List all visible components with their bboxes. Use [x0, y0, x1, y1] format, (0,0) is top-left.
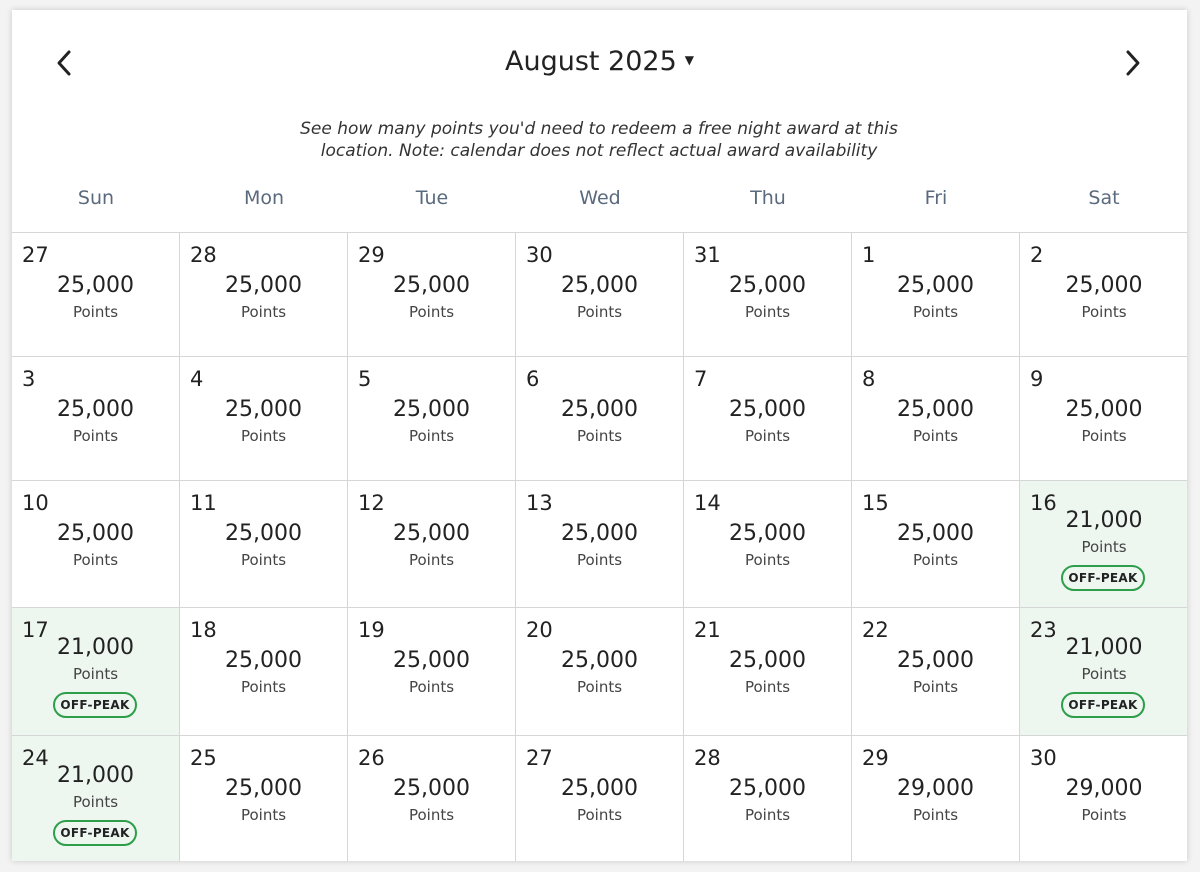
points-value: 25,000 [225, 648, 302, 673]
chevron-right-icon [1124, 49, 1142, 77]
points-value: 25,000 [225, 521, 302, 546]
day-number: 21 [694, 618, 721, 642]
calendar-header [12, 10, 1187, 120]
day-cell[interactable] [516, 233, 684, 357]
day-cell[interactable] [348, 608, 516, 736]
points-label: Points [240, 806, 287, 824]
caret-down-icon: ▼ [684, 52, 695, 67]
day-number: 6 [526, 367, 540, 391]
day-cell[interactable] [684, 357, 852, 481]
points-value: 21,000 [1065, 508, 1143, 533]
day-number: 5 [358, 367, 372, 391]
day-number: 30 [1030, 746, 1057, 770]
day-number: 10 [22, 491, 49, 515]
points-label: Points [1081, 303, 1127, 321]
day-number: 1 [862, 243, 876, 267]
day-cell[interactable] [1020, 481, 1187, 608]
points-label: Points [408, 806, 455, 824]
day-number: 9 [1030, 367, 1044, 391]
day-cell[interactable] [852, 233, 1020, 357]
points-label: Points [240, 303, 287, 321]
points-label: Points [408, 427, 455, 445]
day-cell[interactable] [180, 357, 348, 481]
award-note: See how many points you'd need to redeem a free night award at this location. Note: calendar does not reflect actual award availability [300, 119, 898, 161]
day-number: 22 [862, 618, 889, 642]
points-label: Points [72, 427, 119, 445]
weekday-fri: Fri [924, 187, 948, 209]
points-label: Points [72, 665, 119, 683]
day-cell[interactable] [684, 736, 852, 861]
points-value: 29,000 [897, 776, 974, 801]
day-number: 4 [190, 367, 204, 391]
points-label: Points [72, 303, 119, 321]
day-cell[interactable] [348, 357, 516, 481]
points-label: Points [576, 427, 623, 445]
points-value: 25,000 [57, 273, 134, 298]
weekday-mon: Mon [243, 187, 285, 209]
day-number: 18 [190, 618, 217, 642]
points-label: Points [72, 551, 119, 569]
points-value: 25,000 [225, 776, 302, 801]
points-value: 25,000 [729, 521, 806, 546]
points-label: Points [912, 303, 959, 321]
day-number: 29 [862, 746, 889, 770]
points-label: Points [408, 678, 455, 696]
day-number: 19 [358, 618, 385, 642]
points-value: 25,000 [393, 521, 470, 546]
day-cell[interactable] [12, 357, 180, 481]
points-label: Points [912, 551, 959, 569]
day-cell[interactable] [180, 736, 348, 861]
points-value: 25,000 [1065, 397, 1143, 422]
day-cell[interactable] [684, 481, 852, 608]
points-label: Points [744, 806, 791, 824]
day-cell[interactable] [180, 608, 348, 736]
points-label: Points [744, 551, 791, 569]
day-number: 8 [862, 367, 876, 391]
points-label: Points [576, 303, 623, 321]
day-number: 12 [358, 491, 385, 515]
weekday-tue: Tue [415, 187, 449, 209]
day-number: 26 [358, 746, 385, 770]
points-value: 25,000 [57, 521, 134, 546]
day-cell[interactable] [180, 481, 348, 608]
day-number: 14 [694, 491, 721, 515]
points-value: 25,000 [393, 776, 470, 801]
day-cell[interactable] [516, 736, 684, 861]
points-value: 25,000 [393, 648, 470, 673]
day-cell[interactable] [348, 736, 516, 861]
points-label: Points [912, 678, 959, 696]
weekday-header-row [12, 182, 1187, 232]
day-number: 16 [1030, 491, 1057, 515]
off-peak-badge: OFF-PEAK [53, 820, 137, 846]
day-cell[interactable] [852, 736, 1020, 861]
day-number: 17 [22, 618, 49, 642]
points-label: Points [1081, 806, 1127, 824]
weekday-sat: Sat [1088, 187, 1120, 209]
day-cell[interactable] [12, 233, 180, 357]
day-cell[interactable] [684, 233, 852, 357]
day-cell[interactable] [1020, 233, 1187, 357]
points-label: Points [744, 303, 791, 321]
day-number: 30 [526, 243, 553, 267]
points-value: 25,000 [897, 648, 974, 673]
day-cell[interactable] [516, 481, 684, 608]
points-label: Points [744, 427, 791, 445]
weekday-thu: Thu [750, 187, 786, 209]
points-value: 25,000 [561, 776, 638, 801]
calendar-grid [12, 232, 1187, 861]
month-label: August 2025 [504, 46, 677, 77]
day-cell[interactable] [180, 233, 348, 357]
points-value: 25,000 [897, 397, 974, 422]
points-label: Points [1081, 538, 1127, 556]
day-number: 28 [694, 746, 721, 770]
points-label: Points [576, 678, 623, 696]
points-value: 25,000 [225, 397, 302, 422]
points-value: 25,000 [729, 397, 806, 422]
day-cell[interactable] [516, 608, 684, 736]
day-cell[interactable] [852, 481, 1020, 608]
points-value: 25,000 [561, 521, 638, 546]
points-value: 25,000 [561, 273, 638, 298]
points-value: 21,000 [1065, 635, 1143, 660]
day-cell[interactable] [852, 608, 1020, 736]
off-peak-badge: OFF-PEAK [53, 692, 137, 718]
points-value: 25,000 [897, 273, 974, 298]
day-number: 27 [526, 746, 553, 770]
points-value: 25,000 [561, 648, 638, 673]
points-value: 25,000 [1065, 273, 1143, 298]
day-cell[interactable] [1020, 357, 1187, 481]
points-value: 25,000 [729, 273, 806, 298]
day-number: 25 [190, 746, 217, 770]
points-label: Points [72, 793, 119, 811]
day-number: 31 [694, 243, 721, 267]
day-number: 7 [694, 367, 708, 391]
day-cell[interactable] [348, 233, 516, 357]
day-cell[interactable] [516, 357, 684, 481]
day-cell[interactable] [12, 736, 180, 861]
points-label: Points [408, 303, 455, 321]
points-value: 21,000 [57, 763, 134, 788]
points-value: 25,000 [393, 273, 470, 298]
weekday-sun: Sun [77, 187, 115, 209]
points-label: Points [240, 427, 287, 445]
points-value: 25,000 [561, 397, 638, 422]
points-label: Points [576, 551, 623, 569]
day-number: 2 [1030, 243, 1044, 267]
day-cell[interactable] [348, 481, 516, 608]
points-value: 21,000 [57, 635, 134, 660]
off-peak-badge: OFF-PEAK [1061, 565, 1145, 591]
points-value: 25,000 [729, 648, 806, 673]
day-number: 24 [22, 746, 49, 770]
points-value: 29,000 [1065, 776, 1143, 801]
day-cell[interactable] [852, 357, 1020, 481]
points-label: Points [240, 678, 287, 696]
off-peak-badge: OFF-PEAK [1061, 692, 1145, 718]
day-cell[interactable] [1020, 608, 1187, 736]
points-value: 25,000 [225, 273, 302, 298]
month-select[interactable] [12, 46, 1187, 77]
points-value: 25,000 [393, 397, 470, 422]
day-number: 3 [22, 367, 36, 391]
points-value: 25,000 [57, 397, 134, 422]
points-label: Points [744, 678, 791, 696]
day-number: 23 [1030, 618, 1057, 642]
day-cell[interactable] [1020, 736, 1187, 861]
points-label: Points [912, 806, 959, 824]
day-number: 11 [190, 491, 217, 515]
award-calendar [12, 10, 1187, 861]
points-value: 25,000 [729, 776, 806, 801]
day-number: 20 [526, 618, 553, 642]
day-number: 13 [526, 491, 553, 515]
day-number: 28 [190, 243, 217, 267]
next-month-button[interactable] [1118, 48, 1148, 78]
day-number: 27 [22, 243, 49, 267]
weekday-wed: Wed [579, 187, 621, 209]
points-value: 25,000 [897, 521, 974, 546]
day-cell[interactable] [12, 481, 180, 608]
day-cell[interactable] [684, 608, 852, 736]
day-number: 29 [358, 243, 385, 267]
points-label: Points [408, 551, 455, 569]
points-label: Points [576, 806, 623, 824]
day-cell[interactable] [12, 608, 180, 736]
points-label: Points [1081, 427, 1127, 445]
points-label: Points [240, 551, 287, 569]
points-label: Points [912, 427, 959, 445]
day-number: 15 [862, 491, 889, 515]
points-label: Points [1081, 665, 1127, 683]
